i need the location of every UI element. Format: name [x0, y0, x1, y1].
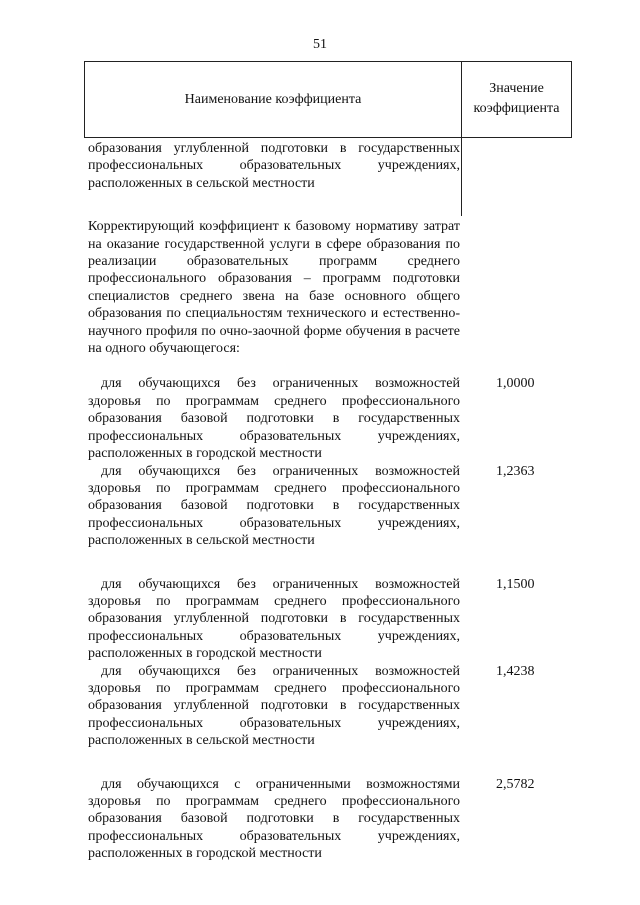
continuation-text: образования углубленной подготовки в государственных профессиональных образовательных учреждениях, расположенных в сельской местности [88, 141, 460, 191]
row-description: для обучающихся без ограниченных возможностей здоровья по программам среднего профессионального образования базовой подготовки в государственных профессиональных образовательных учреждениях, расположенных в городской местности [88, 376, 460, 462]
coefficient-row [88, 576, 548, 663]
coefficient-row [88, 776, 548, 863]
row-value: 1,1500 [496, 576, 535, 592]
header-value-line1: Значение [489, 80, 544, 96]
row-value: 2,5782 [496, 776, 535, 792]
row-value: 1,0000 [496, 376, 535, 392]
document-body [88, 140, 548, 863]
section-title: Корректирующий коэффициент к базовому нормативу затрат на оказание государственной услуги в сфере образования по реализации образовательных программ среднего профессионального образования – программ подготовки специалистов среднего звена на базе основного общего образования по специальностям технического и естественно-научного профиля по очно-заочной форме обучения в расчете на одного обучающегося: [88, 219, 460, 357]
coefficient-row [88, 663, 548, 750]
row-description: для обучающихся без ограниченных возможностей здоровья по программам среднего профессионального образования базовой подготовки в государственных профессиональных образовательных учреждениях, расположенных в сельской местности [88, 463, 460, 549]
coefficient-row [88, 375, 548, 462]
row-value: 1,2363 [496, 463, 535, 479]
header-coefficient-name: Наименование коэффициента [85, 62, 462, 137]
row-description: для обучающихся с ограниченными возможностями здоровья по программам среднего профессионального образования базовой подготовки в государственных профессиональных образовательных учреждениях, расположенных в городской местности [88, 776, 460, 862]
table-header [84, 61, 572, 138]
coefficient-row [88, 463, 548, 550]
page-number: 51 [313, 37, 327, 52]
row-description: для обучающихся без ограниченных возможностей здоровья по программам среднего профессионального образования углубленной подготовки в государственных профессиональных образовательных учреждениях, расположенных в сельской местности [88, 663, 460, 749]
header-value-line2: коэффициента [473, 100, 560, 116]
header-coefficient-value [462, 62, 571, 137]
row-description: для обучающихся без ограниченных возможностей здоровья по программам среднего профессионального образования углубленной подготовки в государственных профессиональных образовательных учреждениях, расположенных в городской местности [88, 576, 460, 662]
row-value: 1,4238 [496, 663, 535, 679]
